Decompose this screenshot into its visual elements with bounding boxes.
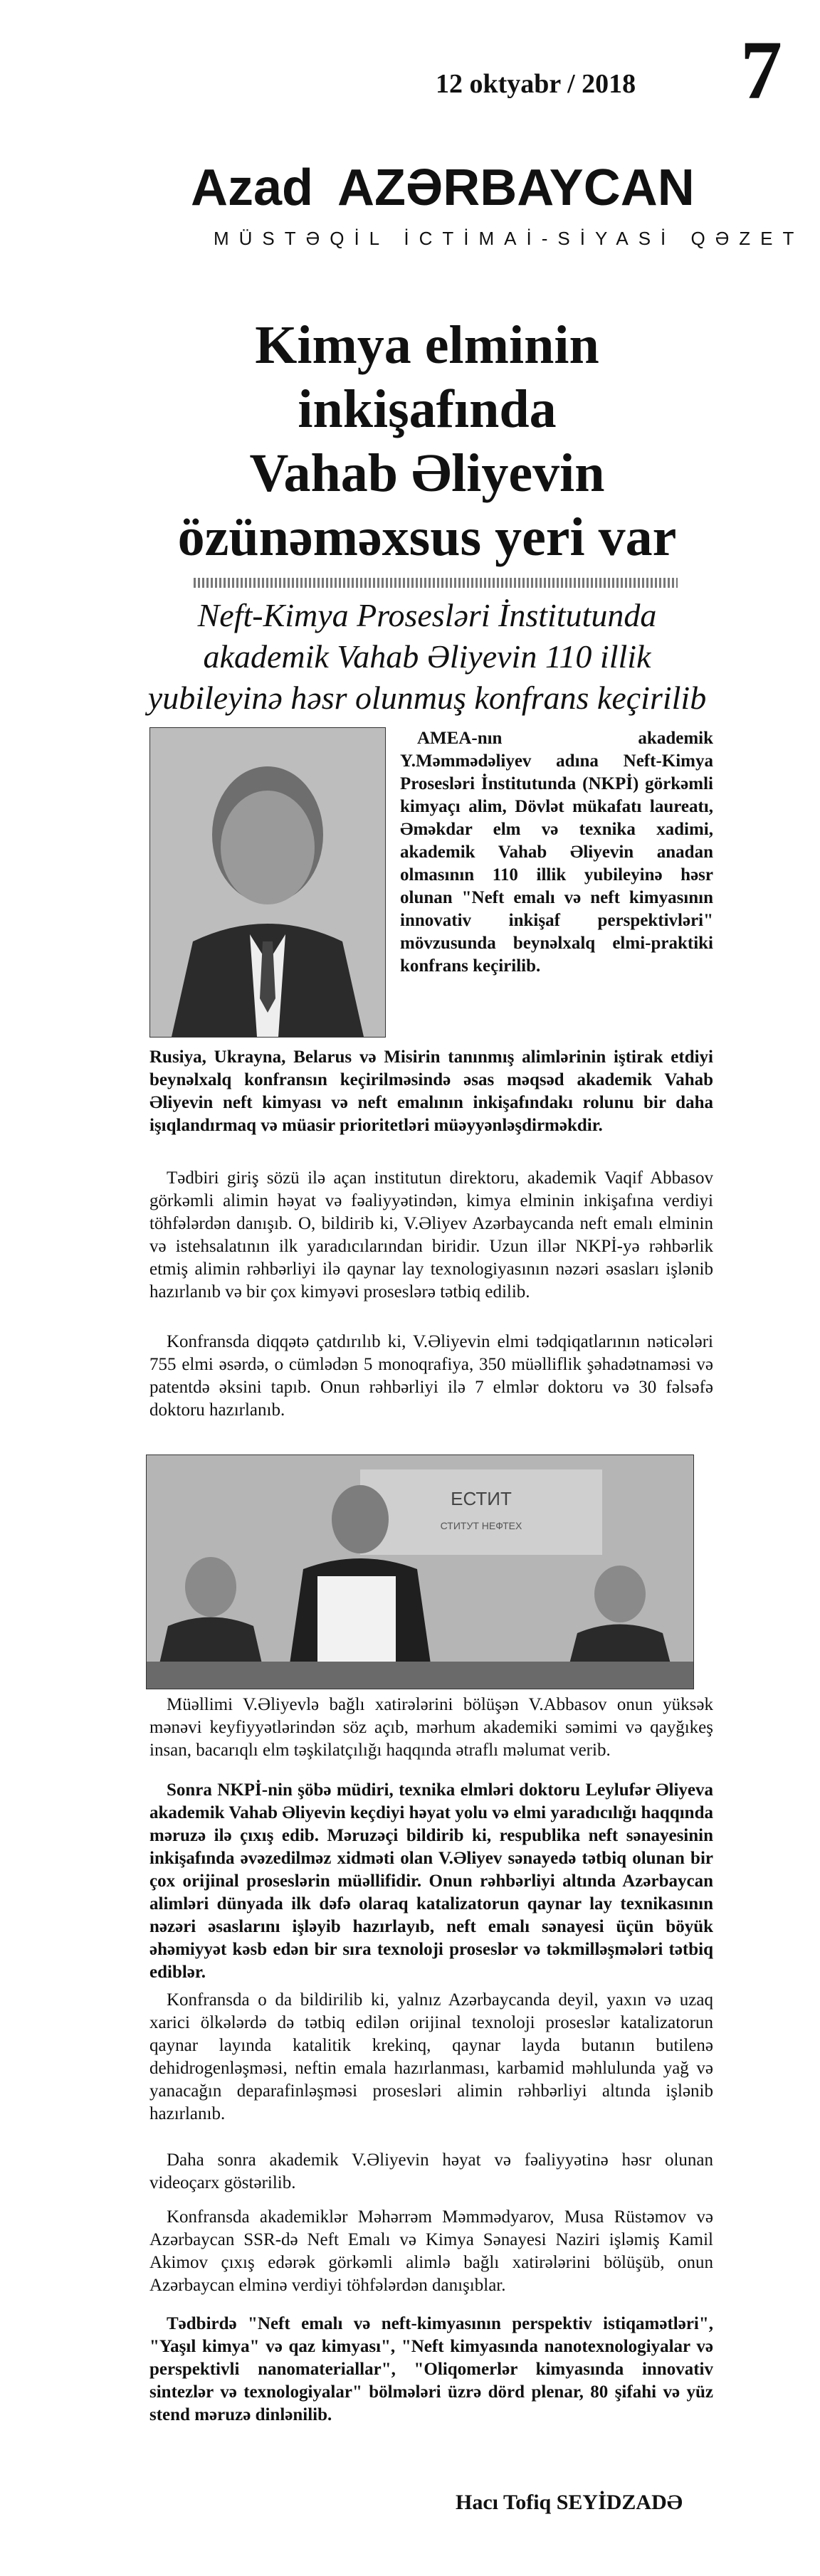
article-subtitle	[142, 595, 712, 719]
headline-line: Kimya elminin	[255, 315, 599, 375]
article-paragraph: Tədbiri giriş sözü ilə açan institutun direktoru, akademik Vaqif Abbasov görkəmli alimin həyat və fəaliyyətindən, kimya elminin inkişafına verdiyi töhfələrdən danışıb. O, bildirib ki, V.Əliyev Azərbaycanda neft emalı elminin və istehsalatının ilk yaradıcılarından biridir. Uzun illər NKPİ-yə rəhbərlik etmiş alimin rəhbərliyi ilə qaynar lay texnologiyasının nəzəri əsasları işlənib hazırlanıb və bir çox kimyəvi proseslərə tətbiq edilib.	[149, 1168, 713, 1302]
page-number: 7	[740, 23, 782, 117]
headline-line: özünəməxsus yeri var	[177, 507, 677, 567]
newspaper-masthead	[191, 159, 789, 216]
portrait-photo	[149, 727, 386, 1038]
masthead-part1: Azad	[191, 159, 314, 216]
article-paragraph: Müəllimi V.Əliyevlə bağlı xatirələrini bölüşən V.Abbasov onun yüksək mənəvi keyfiyyətlərindən söz açıb, mərhum akademiki səmimi və qayğıkeş insan, bacarıqlı elm təşkilatçılığı haqqında ətraflı məlumat verib.	[149, 1695, 713, 1760]
subtitle-line: akademik Vahab Əliyevin 110 illik	[203, 638, 651, 675]
article-paragraph: Tədbirdə "Neft emalı və neft-kimyasının perspektiv istiqamətləri", "Yaşıl kimya" və qaz kimyası", "Neft kimyasında nanotexnologiyalar və perspektivli nanomateriallar", "Oliqomerlər kimyasında innovativ sintezlər və texnologiyalar" bölmələri üzrə dörd plenar, 80 şifahi və yüz stend məruzə dinlənilib.	[149, 2314, 713, 2424]
article-intro-continued: Rusiya, Ukrayna, Belarus və Misirin tanınmış alimlərinin iştirak etdiyi beynəlxalq konfransın keçirilməsində əsas məqsəd akademik Vahab Əliyevin neft kimyası və neft emalının inkişafındakı rolunu bir daha işıqlandırmaq və müasir prioritetləri müəyyənləşdirməkdir.	[149, 1047, 713, 1135]
banner-text: ЕСТИТ	[451, 1488, 512, 1509]
article-paragraph: Konfransda diqqətə çatdırılıb ki, V.Əliyevin elmi tədqiqatlarının nəticələri 755 elmi əsərdə, o cümlədən 5 monoqrafiya, 350 müəlliflik şəhadətnaməsi və patentdə əksini tapıb. Onun rəhbərliyi ilə 7 elmlər doktoru və 30 fəlsəfə doktoru hazırlanıb.	[149, 1332, 713, 1420]
masthead-part2: AZƏRBAYCAN	[337, 159, 695, 216]
issue-date: 12 oktyabr / 2018	[436, 69, 636, 99]
article-intro-beside-photo: AMEA-nın akademik Y.Məmmədəliyev adına Neft-Kimya Prosesləri İnstitutunda (NKPİ) görkəmli kimyaçı alim, Dövlət mükafatı laureatı, Əməkdar elm və texnika xadimi, akademik Vahab Əliyevin anadan olmasının 110 illik yubileyinə həsr olunan "Neft emalı və neft kimyasının innovativ inkişaf perspektivləri" mövzusunda beynəlxalq elmi-praktiki konfrans keçirilib.	[400, 729, 713, 976]
headline-line: inkişafında	[298, 379, 557, 439]
article-paragraph: Daha sonra akademik V.Əliyevin həyat və fəaliyyətinə həsr olunan videoçarx göstərilib.	[149, 2150, 713, 2192]
article-paragraph: Sonra NKPİ-nin şöbə müdiri, texnika elmləri doktoru Leylufər Əliyeva akademik Vahab Əliyevin keçdiyi həyat yolu və elmi yaradıcılığı haqqında məruzə ilə çıxış edib. Məruzəçi bildirib ki, respublika neft sənayesinin inkişafında əvəzedilməz xidməti olan V.Əliyev sənayedə tətbiq olunan bir çox orijinal proseslərin müəllifidir. Onun rəhbərliyi altında Azərbaycan alimləri dünyada ilk dəfə olaraq katalizatorun qaynar lay texnikasının nəzəri əsaslarını işləyib hazırlayıb, neft emalı sənayesi üçün böyük əhəmiyyət kəsb edən bir sıra texnoloji proseslər və təkmilləşmələri tətbiq ediblər.	[149, 1780, 713, 1982]
article-paragraph: Konfransda o da bildirilib ki, yalnız Azərbaycanda deyil, yaxın və uzaq xarici ölkələrdə də tətbiq edilən orijinal texnoloji proseslər katalizatorun qaynar layında katalitik krekinq, qaynar layda butanın butilenə dehidrogenləşməsi, neftin emala hazırlanması, karbamid məhlulunda yağ və yanacağın deparafinləşməsi prosesləri alimin rəhbərliyi altında işlənib hazırlanıb.	[149, 1990, 713, 2123]
article-author: Hacı Tofiq SEYİDZADƏ	[456, 2491, 683, 2514]
conference-photo	[146, 1455, 694, 1689]
article-headline	[164, 313, 690, 569]
decorative-rule	[194, 578, 678, 588]
masthead-tagline: MÜSTƏQİL İCTİMAİ-SİYASİ QƏZET	[214, 228, 804, 249]
banner-subtext: СТИТУТ НЕФТЕХ	[440, 1520, 522, 1531]
subtitle-line: Neft-Kimya Prosesləri İnstitutunda	[197, 597, 657, 633]
article-paragraph: Konfransda akademiklər Məhərrəm Məmmədyarov, Musa Rüstəmov və Azərbaycan SSR-də Neft Emalı və Kimya Sənayesi Naziri işləmiş Kamil Akimov çıxış edərək görkəmli alimlə bağlı xatirələrini bölüşüb, onun Azərbaycan elminə verdiyi töhfələrdən danışıblar.	[149, 2207, 713, 2295]
headline-line: Vahab Əliyevin	[249, 443, 605, 503]
subtitle-line: yubileyinə həsr olunmuş konfrans keçirilib	[147, 680, 707, 716]
